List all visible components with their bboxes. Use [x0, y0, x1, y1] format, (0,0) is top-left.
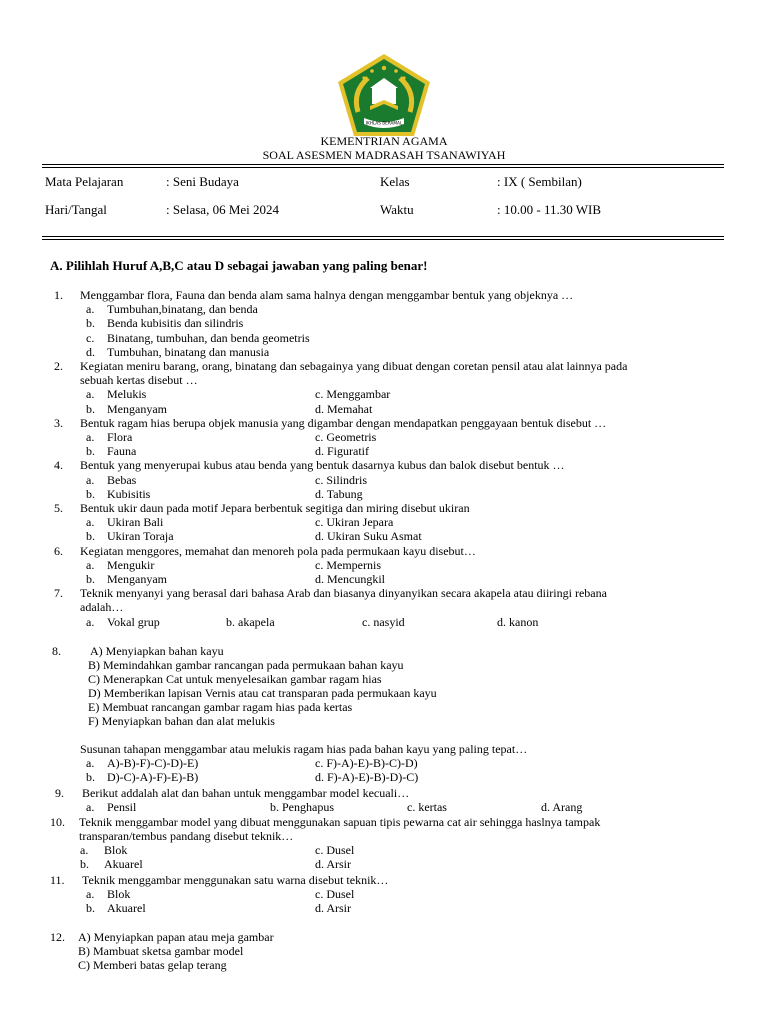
option-text-right: d. Memahat	[315, 402, 373, 416]
option-letter: a.	[86, 615, 95, 629]
header-rule-bottom-2	[42, 239, 724, 240]
question-text: Menggambar flora, Fauna dan benda alam sama halnya dengan menggambar bentuk yang objeknya …	[80, 288, 574, 302]
option-text-right: c. Menggambar	[315, 387, 391, 401]
option-letter: a.	[86, 430, 95, 444]
question-text: Bentuk ragam hias berupa objek manusia yang digambar dengan mendapatkan penggayaan bentuk disebut …	[80, 416, 607, 430]
q8-option-d: d. F)-A)-E)-B)-D)-C)	[315, 770, 419, 784]
q11-option-a-letter: a.	[86, 887, 95, 901]
option-text: Menganyam	[107, 402, 167, 416]
question-number: 4.	[54, 458, 63, 472]
q8-step-b: B) Memindahkan gambar rancangan pada permukaan bahan kayu	[88, 658, 404, 672]
time-value: : 10.00 - 11.30 WIB	[497, 202, 601, 217]
option-d: d. kanon	[497, 615, 539, 629]
q10-option-d: d. Arsir	[315, 857, 351, 871]
q9-option-a-letter: a.	[86, 800, 95, 814]
subject-label: Mata Pelajaran	[45, 174, 124, 189]
question-number: 5.	[54, 501, 63, 515]
option-letter: a.	[86, 387, 95, 401]
q9-option-d: d. Arang	[541, 800, 583, 814]
option-letter: a.	[86, 302, 95, 316]
option-letter: d.	[86, 345, 95, 359]
q11-option-d: d. Arsir	[315, 901, 351, 915]
question-text: Bentuk ukir daun pada motif Jepara berbentuk segitiga dan miring disebut ukiran	[80, 501, 470, 515]
option-text: Ukiran Toraja	[107, 529, 174, 543]
option-text: Binatang, tumbuhan, dan benda geometris	[107, 331, 310, 345]
question-text: adalah…	[80, 600, 124, 614]
q8-option-b: D)-C)-A)-F)-E)-B)	[107, 770, 199, 784]
q10-option-b-letter: b.	[80, 857, 89, 871]
exam-title: SOAL ASESMEN MADRASAH TSANAWIYAH	[262, 148, 506, 162]
date-value: : Selasa, 06 Mei 2024	[166, 202, 280, 217]
q10-option-a-letter: a.	[80, 843, 89, 857]
q12-step-c: C) Memberi batas gelap terang	[78, 958, 227, 972]
q8-option-c: c. F)-A)-E)-B)-C)-D)	[315, 756, 418, 770]
q10-option-b: Akuarel	[104, 857, 143, 871]
q10-text-1: Teknik menggambar model yang dibuat menggunakan sapuan tipis pewarna cat air sehingga haslnya tampak	[79, 815, 601, 829]
q8-question: Susunan tahapan menggambar atau melukis ragam hias pada bahan kayu yang paling tepat…	[80, 742, 528, 756]
option-letter: c.	[86, 331, 95, 345]
q11-option-b: Akuarel	[107, 901, 146, 915]
question-text: Kegiatan meniru barang, orang, binatang dan sebagainya yang dibuat dengan coretan pensil atau alat lainnya pada	[80, 359, 628, 373]
q8-option-a: A)-B)-F)-C)-D)-E)	[107, 756, 199, 770]
ministry-title: KEMENTRIAN AGAMA	[320, 134, 448, 148]
q12-step-a: A) Menyiapkan papan atau meja gambar	[78, 930, 274, 944]
q9-text: Berikut addalah alat dan bahan untuk menggambar model kecuali…	[82, 786, 410, 800]
header-rule-top-2	[42, 167, 724, 168]
q10-option-a: Blok	[104, 843, 128, 857]
q8-step-c: C) Menerapkan Cat untuk menyelesaikan gambar ragam hias	[88, 672, 382, 686]
option-text: Flora	[107, 430, 133, 444]
option-letter: b.	[86, 572, 95, 586]
option-text: Kubisitis	[107, 487, 151, 501]
option-b: b. akapela	[226, 615, 275, 629]
option-text: Bebas	[107, 473, 137, 487]
q9-option-c: c. kertas	[407, 800, 447, 814]
q8-number: 8.	[52, 644, 61, 658]
q8-step-d: D) Memberikan lapisan Vernis atau cat transparan pada permukaan kayu	[88, 686, 437, 700]
q8-option-b-letter: b.	[86, 770, 95, 784]
q11-option-c: c. Dusel	[315, 887, 355, 901]
q8-step-f: F) Menyiapkan bahan dan alat melukis	[88, 714, 275, 728]
q8-step-a: A) Menyiapkan bahan kayu	[90, 644, 224, 658]
time-label: Waktu	[380, 202, 414, 217]
question-text: Kegiatan menggores, memahat dan menoreh pola pada permukaan kayu disebut…	[80, 544, 476, 558]
q8-option-a-letter: a.	[86, 756, 95, 770]
question-number: 2.	[54, 359, 63, 373]
question-number: 1.	[54, 288, 63, 302]
option-letter: b.	[86, 487, 95, 501]
subject-value: : Seni Budaya	[166, 174, 239, 189]
kementerian-agama-emblem	[334, 52, 434, 138]
option-text-right: d. Figuratif	[315, 444, 369, 458]
q11-option-b-letter: b.	[86, 901, 95, 915]
question-text: Bentuk yang menyerupai kubus atau benda yang bentuk dasarnya kubus dan balok disebut bentuk …	[80, 458, 565, 472]
header-rule-top-1	[42, 164, 724, 165]
option-c: c. nasyid	[362, 615, 405, 629]
option-letter: b.	[86, 316, 95, 330]
option-text-right: c. Mempernis	[315, 558, 381, 572]
option-letter: b.	[86, 444, 95, 458]
option-text: Fauna	[107, 444, 137, 458]
q10-number: 10.	[50, 815, 65, 829]
option-letter: b.	[86, 402, 95, 416]
option-text-right: c. Silindris	[315, 473, 368, 487]
option-letter: a.	[86, 473, 95, 487]
question-number: 3.	[54, 416, 63, 430]
q12-step-b: B) Mambuat sketsa gambar model	[78, 944, 244, 958]
option-text: Melukis	[107, 387, 147, 401]
option-text-right: c. Ukiran Jepara	[315, 515, 394, 529]
q11-text: Teknik menggambar menggunakan satu warna disebut teknik…	[82, 873, 389, 887]
option-text: Tumbuhan, binatang dan manusia	[107, 345, 270, 359]
class-label: Kelas	[380, 174, 410, 189]
q9-option-b: b. Penghapus	[270, 800, 334, 814]
option-letter: a.	[86, 515, 95, 529]
q10-text-2: transparan/tembus pandang disebut teknik…	[79, 829, 294, 843]
section-title: A. Pilihlah Huruf A,B,C atau D sebagai jawaban yang paling benar!	[50, 258, 428, 273]
question-text: Teknik menyanyi yang berasal dari bahasa Arab dan biasanya dinyanyikan secara akapela atau diiringi rebana	[80, 586, 607, 600]
option-text: Tumbuhan,binatang, dan benda	[107, 302, 258, 316]
option-text-right: d. Mencungkil	[315, 572, 385, 586]
q9-number: 9.	[55, 786, 64, 800]
class-value: : IX ( Sembilan)	[497, 174, 582, 189]
option-letter: a.	[86, 558, 95, 572]
option-text-right: d. Tabung	[315, 487, 363, 501]
emblem-motto: IKHLAS BERAMAL	[365, 120, 403, 126]
q8-step-e: E) Membuat rancangan gambar ragam hias pada kertas	[88, 700, 353, 714]
option-text: Benda kubisitis dan silindris	[107, 316, 244, 330]
date-label: Hari/Tangal	[45, 202, 107, 217]
option-text: Mengukir	[107, 558, 155, 572]
option-text-right: c. Geometris	[315, 430, 377, 444]
option-text: Ukiran Bali	[107, 515, 164, 529]
q12-number: 12.	[50, 930, 65, 944]
q11-number: 11.	[50, 873, 65, 887]
q9-option-a: Pensil	[107, 800, 137, 814]
option-text: Menganyam	[107, 572, 167, 586]
header-rule-bottom-1	[42, 236, 724, 237]
question-number: 7.	[54, 586, 63, 600]
option-text-right: d. Ukiran Suku Asmat	[315, 529, 422, 543]
question-text: sebuah kertas disebut …	[80, 373, 198, 387]
option-text: Vokal grup	[107, 615, 160, 629]
q10-option-c: c. Dusel	[315, 843, 355, 857]
q11-option-a: Blok	[107, 887, 131, 901]
option-letter: b.	[86, 529, 95, 543]
question-number: 6.	[54, 544, 63, 558]
